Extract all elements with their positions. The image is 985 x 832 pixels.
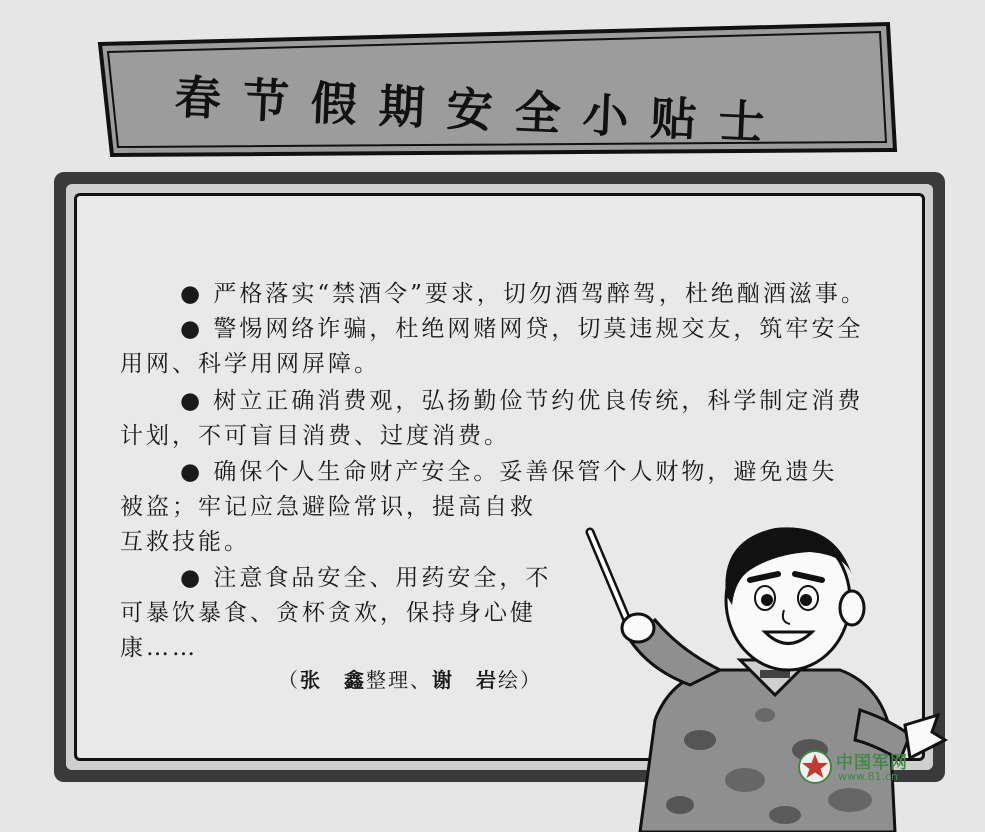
logo-name: 中国军网 (836, 753, 908, 773)
tip-5-line-1: ● 注意食品安全、用药安全，不 (180, 565, 552, 591)
site-logo (798, 748, 948, 788)
tip-5-line-3: 康…… (120, 635, 198, 661)
credit-line (278, 664, 542, 693)
credit-editor-role: 整理、 (366, 668, 432, 692)
tip-2-line-2: 用网、科学用网屏障。 (120, 351, 380, 377)
credit-open: （ (278, 668, 300, 692)
credit-editor: 张 鑫 (300, 668, 366, 692)
tip-4-line-2: 被盗；牢记应急避险常识，提高自救 (120, 494, 536, 520)
tip-1-line-1: ● 严格落实“禁酒令”要求，切勿酒驾醉驾，杜绝酗酒滋事。 (180, 281, 867, 307)
tip-5-line-2: 可暴饮暴食、贪杯贪欢，保持身心健 (120, 600, 536, 626)
credit-artist: 谢 岩 (432, 668, 498, 692)
tip-4-line-1: ● 确保个人生命财产安全。妥善保管个人财物，避免遗失 (180, 459, 838, 485)
logo-url: www.81.cn (838, 770, 898, 783)
credit-artist-role: 绘 (498, 668, 520, 692)
credit-close: ） (520, 668, 542, 692)
tip-2-line-1: ● 警惕网络诈骗，杜绝网赌网贷，切莫违规交友，筑牢安全 (180, 316, 864, 342)
tip-3-line-2: 计划，不可盲目消费、过度消费。 (120, 423, 510, 449)
page-title: 春节假期安全小贴士 (173, 70, 788, 151)
tip-3-line-1: ● 树立正确消费观，弘扬勤俭节约优良传统，科学制定消费 (180, 388, 864, 414)
tip-4-line-3: 互救技能。 (120, 529, 250, 555)
army-star-icon (798, 750, 832, 784)
